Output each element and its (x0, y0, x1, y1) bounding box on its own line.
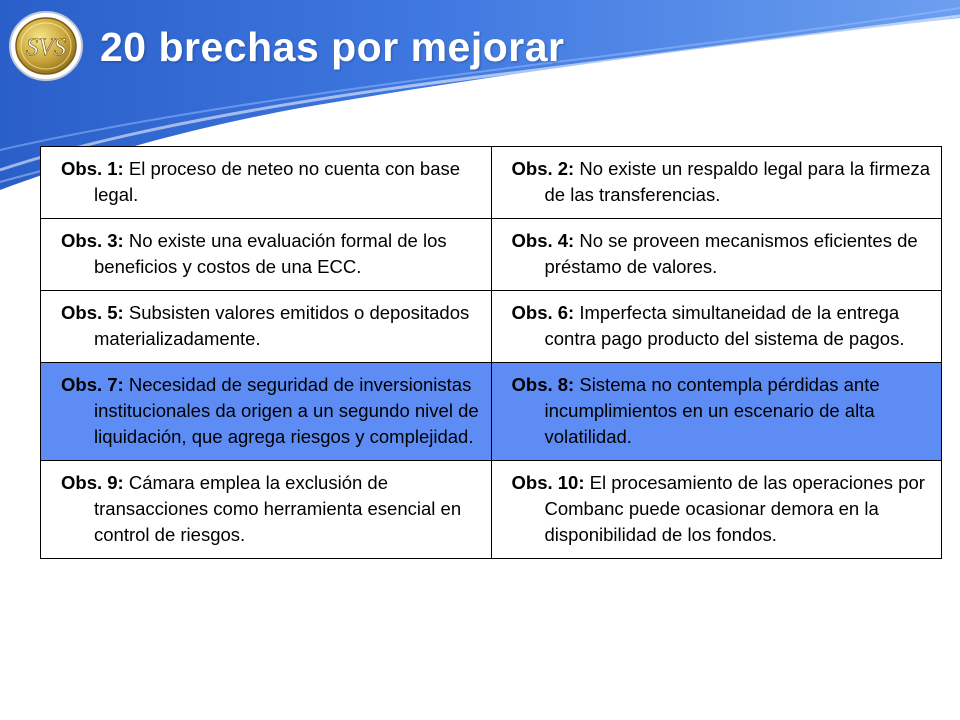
observation-label: Obs. 2: (511, 158, 575, 179)
observation-cell (41, 363, 492, 461)
table-row (41, 291, 942, 363)
observations-table (40, 146, 942, 559)
table-row (41, 219, 942, 291)
observation-cell (491, 461, 942, 559)
observation-label: Obs. 4: (511, 230, 575, 251)
table-row (41, 363, 942, 461)
observation-cell (491, 147, 942, 219)
observation-label: Obs. 6: (511, 302, 575, 323)
observation-text-block (512, 372, 934, 450)
observation-label: Obs. 10: (511, 472, 585, 493)
table-row (41, 461, 942, 559)
observation-text-block (512, 228, 934, 280)
observation-text: Necesidad de seguridad de inversionistas institucionales da origen a un segundo nivel de liquidación, que agrega riesgos y complejidad. (94, 374, 479, 447)
observation-text: No se proveen mecanismos eficientes de préstamo de valores. (544, 230, 918, 277)
observation-text: Subsisten valores emitidos o depositados materializadamente. (94, 302, 470, 349)
observation-label: Obs. 8: (511, 374, 575, 395)
svs-logo (6, 4, 90, 88)
observation-text: No existe una evaluación formal de los beneficios y costos de una ECC. (94, 230, 447, 277)
observation-text-block (512, 300, 934, 352)
observation-label: Obs. 1: (61, 158, 124, 179)
observation-text: El proceso de neteo no cuenta con base legal. (94, 158, 461, 205)
observation-cell (41, 219, 492, 291)
observation-cell (491, 363, 942, 461)
observation-text: Sistema no contempla pérdidas ante incumplimientos en un escenario de alta volatilidad. (544, 374, 880, 447)
observation-text-block (61, 228, 483, 280)
observation-label: Obs. 5: (61, 302, 124, 323)
observation-text-block (61, 300, 483, 352)
observation-label: Obs. 7: (61, 374, 124, 395)
observation-text-block (512, 156, 934, 208)
observation-text-block (512, 470, 934, 548)
table-row (41, 147, 942, 219)
observation-cell (41, 291, 492, 363)
logo-text: SVS (25, 34, 67, 61)
observation-label: Obs. 9: (61, 472, 124, 493)
observation-text: El procesamiento de las operaciones por Combanc puede ocasionar demora en la disponibilidad de los fondos. (544, 472, 925, 545)
observation-cell (41, 461, 492, 559)
observation-cell (491, 291, 942, 363)
observation-text-block (61, 156, 483, 208)
observation-cell (491, 219, 942, 291)
observation-text-block (61, 470, 483, 548)
observation-text-block (61, 372, 483, 450)
observation-text: No existe un respaldo legal para la firmeza de las transferencias. (544, 158, 931, 205)
observation-cell (41, 147, 492, 219)
observation-label: Obs. 3: (61, 230, 124, 251)
observation-text: Imperfecta simultaneidad de la entrega contra pago producto del sistema de pagos. (544, 302, 905, 349)
page-title: 20 brechas por mejorar (100, 24, 565, 70)
observation-text: Cámara emplea la exclusión de transacciones como herramienta esencial en control de riesgos. (94, 472, 462, 545)
